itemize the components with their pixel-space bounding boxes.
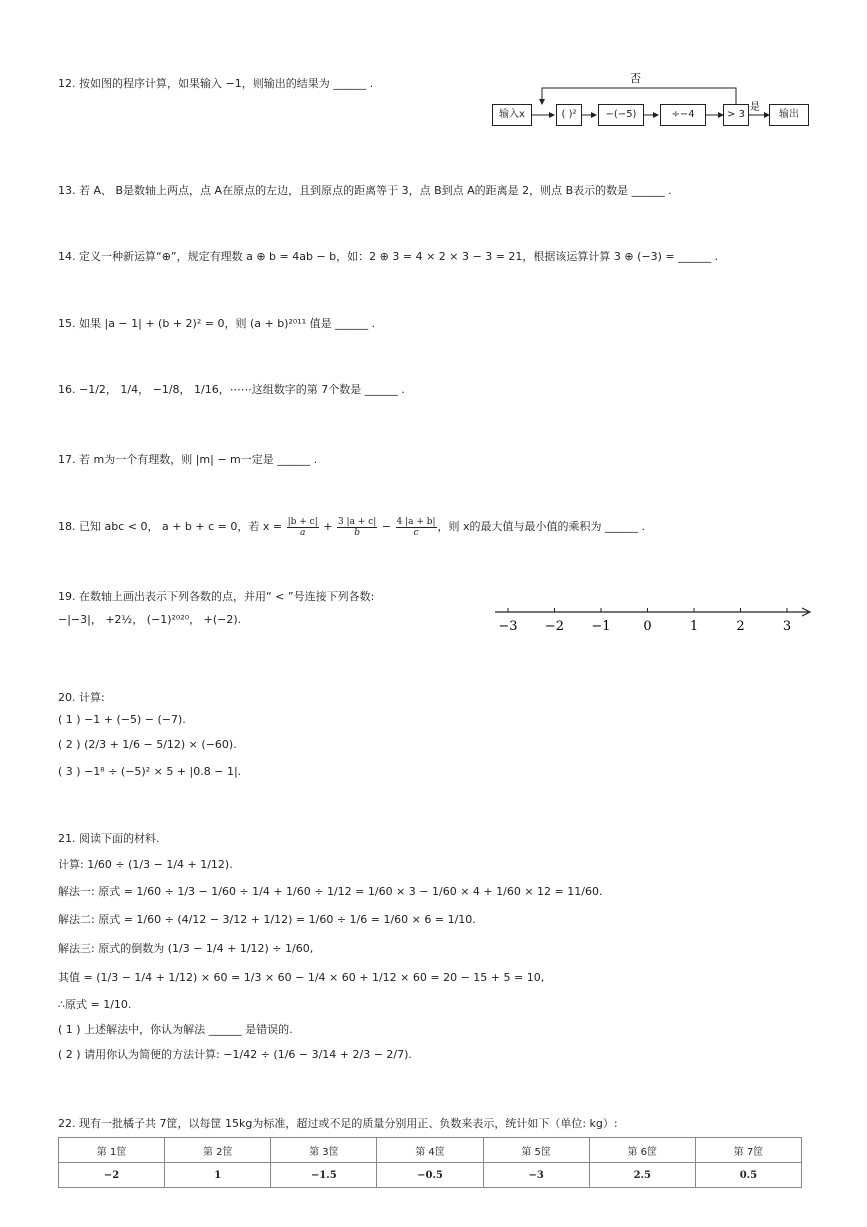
question-16: 16. −1/2， 1/4， −1/8， 1/16，⋯⋯这组数字的第 7个数是 ______ .	[58, 383, 405, 396]
q22-header-cell: 第 3筐	[271, 1138, 377, 1163]
number-line-label: 3	[782, 619, 792, 634]
q16-term-3: −1/8	[152, 383, 180, 396]
q16-term-2: 1/4	[120, 383, 139, 396]
question-21-title: 21. 阅读下面的材料.	[58, 832, 160, 845]
flow-compare-box: > 3	[723, 104, 749, 126]
q22-header-cell: 第 6筐	[589, 1138, 695, 1163]
number-line-label: −1	[591, 619, 611, 634]
question-19-line2: −|−3|， +2½， (−1)²⁰²⁰， +(−2).	[58, 613, 242, 626]
question-12: 12. 按如图的程序计算，如果输入 −1，则输出的结果为 ______ .	[58, 77, 374, 90]
q22-header-cell: 第 7筐	[695, 1138, 801, 1163]
question-15: 15. 如果 |a − 1| + (b + 2)² = 0，则 (a + b)²⁰¹¹ 值是 ______ .	[58, 317, 376, 330]
q18-frac-1: $\frac{|b + c|}{a}$	[287, 516, 318, 538]
question-21-part-1: ( 1 ) 上述解法中，你认为解法 ______ 是错误的.	[58, 1023, 293, 1036]
question-20-part-1: ( 1 ) −1 + (−5) − (−7).	[58, 713, 186, 726]
q18-frac-2: $\frac{3 |a + c|}{b}$	[337, 516, 377, 538]
q16-term-1: −1/2	[79, 383, 106, 396]
question-20-part-3: ( 3 ) −1⁸ ÷ (−5)² × 5 + |0.8 − 1|.	[58, 765, 242, 778]
q16-suffix: ，⋯⋯这组数字的第 7个数是 ______ .	[218, 383, 405, 396]
q22-header-row	[59, 1138, 802, 1163]
q22-value-cell: 2.5	[589, 1163, 695, 1188]
q22-value-cell: 0.5	[695, 1163, 801, 1188]
flow-input-box: 输入x	[492, 104, 532, 126]
question-14: 14. 定义一种新运算“⊕”，规定有理数 a ⊕ b = 4ab − b，如：2 ⊕ 3 = 4 × 2 × 3 − 3 = 21，根据该运算计算 3 ⊕ (−3) = ______ .	[58, 250, 719, 263]
question-20-part-2: ( 2 ) (2/3 + 1/6 − 5/12) × (−60).	[58, 738, 237, 751]
question-21-method-1: 解法一: 原式 = 1/60 ÷ 1/3 − 1/60 ÷ 1/4 + 1/60 ÷ 1/12 = 1/60 × 3 − 1/60 × 4 + 1/60 × 12 = 11/60.	[58, 885, 603, 898]
question-21-method-2: 解法二: 原式 = 1/60 ÷ (4/12 − 3/12 + 1/12) = 1/60 ÷ 1/6 = 1/60 × 6 = 1/10.	[58, 913, 476, 926]
q22-value-row	[59, 1163, 802, 1188]
q12-yes-label: 是	[750, 102, 760, 113]
q22-value-cell: −0.5	[377, 1163, 483, 1188]
q22-value-cell: −2	[59, 1163, 165, 1188]
question-13: 13. 若 A、 B是数轴上两点，点 A在原点的左边，且到原点的距离等于 3，点 B到点 A的距离是 2，则点 B表示的数是 ______ .	[58, 184, 672, 197]
question-19-line1: 19. 在数轴上画出表示下列各数的点，并用“ < ”号连接下列各数:	[58, 590, 375, 603]
q22-value-cell: −1.5	[271, 1163, 377, 1188]
question-18: 18. 已知 abc < 0， a + b + c = 0，若 x = $\frac{|b + c|}{a}$ + $\frac{3 |a + c|}{b}$ − $\frac{4 |a + b|}{c}$ ，则 x的最大值与最小值的乘积为 ______ .	[58, 516, 646, 538]
number-line-label: 2	[736, 619, 745, 634]
number-line-label: −3	[498, 619, 518, 634]
q16-term-4: 1/16	[194, 383, 219, 396]
question-20-title: 20. 计算:	[58, 691, 105, 704]
q22-header-cell: 第 1筐	[59, 1138, 165, 1163]
q16-number: 16.	[58, 383, 76, 396]
flow-square-box: ( )²	[556, 104, 582, 126]
q22-header-cell: 第 5筐	[483, 1138, 589, 1163]
q12-no-label: 否	[630, 72, 641, 85]
question-21-method-3-value: 其值 = (1/3 − 1/4 + 1/12) × 60 = 1/3 × 60 − 1/4 × 60 + 1/12 × 60 = 20 − 15 + 5 = 10,	[58, 971, 545, 984]
question-21-part-2: ( 2 ) 请用你认为简便的方法计算: −1/42 ÷ (1/6 − 3/14 + 2/3 − 2/7).	[58, 1048, 412, 1061]
number-line-label: −2	[544, 619, 565, 634]
q18-prefix: 18. 已知 abc < 0， a + b + c = 0，若 x =	[58, 520, 283, 533]
flow-subtract-box: −(−5)	[598, 104, 644, 126]
q22-value-cell: −3	[483, 1163, 589, 1188]
q12-flowchart	[490, 66, 815, 131]
q18-suffix: ，则 x的最大值与最小值的乘积为 ______ .	[437, 520, 646, 533]
question-21-calc: 计算: 1/60 ÷ (1/3 − 1/4 + 1/12).	[58, 858, 233, 871]
q22-value-cell: 1	[165, 1163, 271, 1188]
number-line-label: 0	[643, 619, 652, 634]
question-22: 22. 现有一批橘子共 7筐，以每筐 15kg为标准，超过或不足的质量分别用正、负数来表示，统计如下（单位: kg）:	[58, 1117, 618, 1130]
q22-header-cell: 第 2筐	[165, 1138, 271, 1163]
q22-table	[58, 1137, 802, 1188]
question-21-method-3-result: ∴原式 = 1/10.	[58, 998, 132, 1011]
q19-number-line	[490, 600, 815, 636]
question-21-method-3: 解法三: 原式的倒数为 (1/3 − 1/4 + 1/12) ÷ 1/60,	[58, 942, 314, 955]
q18-frac-3: $\frac{4 |a + b|}{c}$	[396, 516, 436, 538]
question-17: 17. 若 m为一个有理数，则 |m| − m一定是 ______ .	[58, 453, 318, 466]
flow-divide-box: ÷−4	[660, 104, 706, 126]
q22-header-cell: 第 4筐	[377, 1138, 483, 1163]
flow-output-box: 输出	[769, 104, 809, 126]
number-line-label: 1	[689, 619, 699, 634]
